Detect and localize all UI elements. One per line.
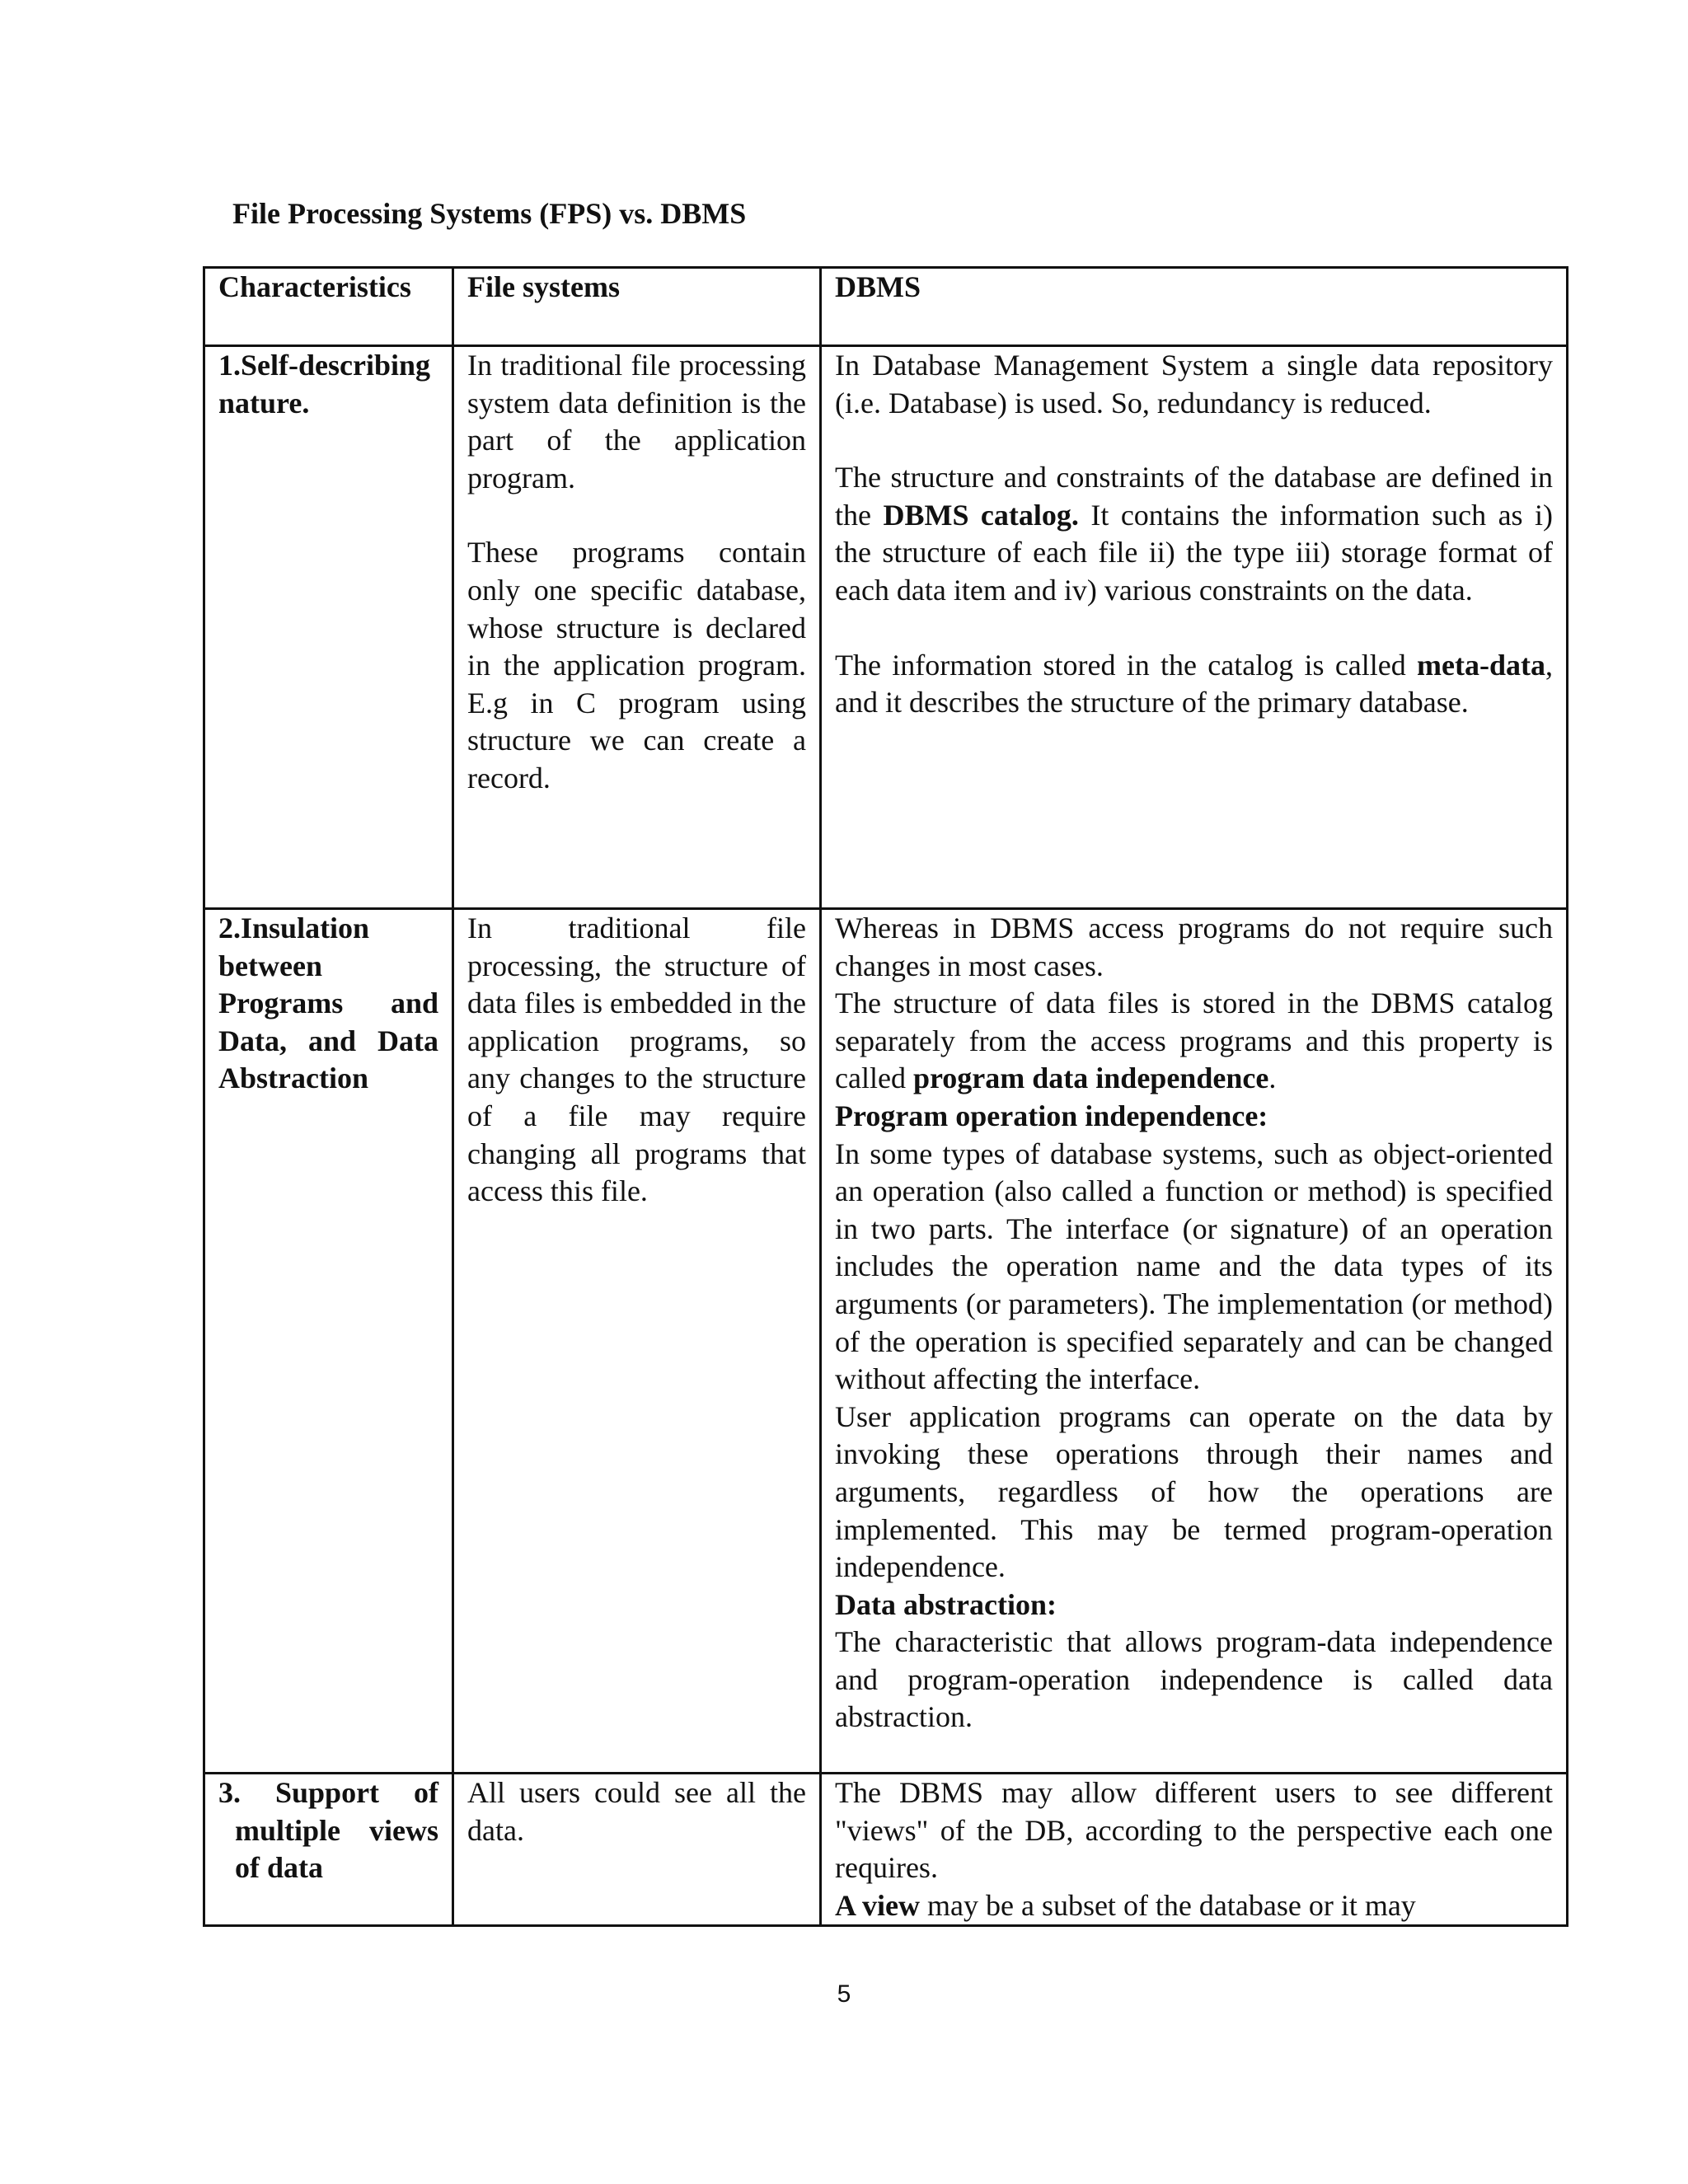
header-characteristics: Characteristics: [204, 268, 453, 346]
file-systems-cell: [453, 346, 821, 909]
row-characteristic-cell: [204, 909, 453, 1774]
file-systems-paragraph: In traditional file processing, the structure of data files is embedded in the application programs, so any changes to the structure of a file may require changing all programs that access this file.: [467, 912, 806, 1208]
bold-term: meta-data: [1417, 648, 1545, 682]
characteristic-label: 3. Support of multiple views of data: [218, 1776, 438, 1885]
bold-term: program data independence: [912, 1062, 1269, 1095]
dbms-subheading: Data abstraction:: [835, 1587, 1057, 1621]
dbms-paragraph: User application programs can operate on the data by invoking these operations through their names and arguments, regardless of how the operations are implemented. This may be termed program-operation independence.: [835, 1399, 1553, 1584]
dbms-cell: [821, 909, 1568, 1774]
file-systems-paragraph: All users could see all the data.: [467, 1776, 806, 1847]
dbms-cell: [821, 1774, 1568, 1926]
file-systems-cell: [453, 1774, 821, 1926]
header-dbms: DBMS: [821, 268, 1568, 346]
table-row: [204, 1774, 1568, 1926]
dbms-paragraph: In some types of database systems, such as object-oriented an operation (also called a function or method) is specified in two parts. The interface (or signature) of an operation includes the operation name and the data types of its arguments (or parameters). The implementation (or method) of the operation is specified separately and can be changed without affecting the interface.: [835, 1137, 1553, 1396]
file-systems-paragraph: These programs contain only one specific database, whose structure is declared in the application program. E.g in C program using structure we can create a record.: [467, 536, 806, 794]
dbms-paragraph: The information stored in the catalog is called meta-data, and it describes the structure of the primary database.: [835, 648, 1553, 719]
table-header-row: [204, 268, 1568, 346]
file-systems-paragraph: In traditional file processing system data definition is the part of the application program.: [467, 349, 806, 494]
header-file-systems: File systems: [453, 268, 821, 346]
dbms-paragraph: The structure and constraints of the database are defined in the DBMS catalog. It contains the information such as i) the structure of each file ii) the type iii) storage format of each data item and iv) various constraints on the data.: [835, 461, 1554, 607]
characteristic-label: 2.Insulation between Programs and Data, and Data Abstraction: [218, 912, 438, 1095]
bold-term: DBMS catalog.: [883, 498, 1079, 532]
dbms-paragraph: The structure of data files is stored in the DBMS catalog separately from the access programs and this property is called program data independence.: [835, 987, 1553, 1095]
bold-term: A view: [835, 1888, 920, 1922]
file-systems-cell: [453, 909, 821, 1774]
dbms-cell: [821, 346, 1568, 909]
characteristic-label: 1.Self-describing nature.: [218, 349, 430, 419]
dbms-paragraph: A view may be a subset of the database or it may: [835, 1888, 1416, 1922]
page-title: File Processing Systems (FPS) vs. DBMS: [232, 197, 747, 230]
table-row: [204, 346, 1568, 909]
dbms-paragraph: The DBMS may allow different users to see different "views" of the DB, according to the perspective each one requires.: [835, 1776, 1553, 1885]
row-characteristic-cell: [204, 1774, 453, 1926]
dbms-paragraph: In Database Management System a single data repository (i.e. Database) is used. So, redundancy is reduced.: [835, 349, 1553, 419]
dbms-subheading: Program operation independence:: [835, 1099, 1268, 1132]
page-number: 5: [837, 1980, 851, 2008]
dbms-paragraph: Whereas in DBMS access programs do not require such changes in most cases.: [835, 912, 1553, 982]
comparison-table: [203, 266, 1568, 1927]
dbms-paragraph: The characteristic that allows program-data independence and program-operation independence is called data abstraction.: [835, 1625, 1553, 1734]
table-row: [204, 909, 1568, 1774]
row-characteristic-cell: [204, 346, 453, 909]
